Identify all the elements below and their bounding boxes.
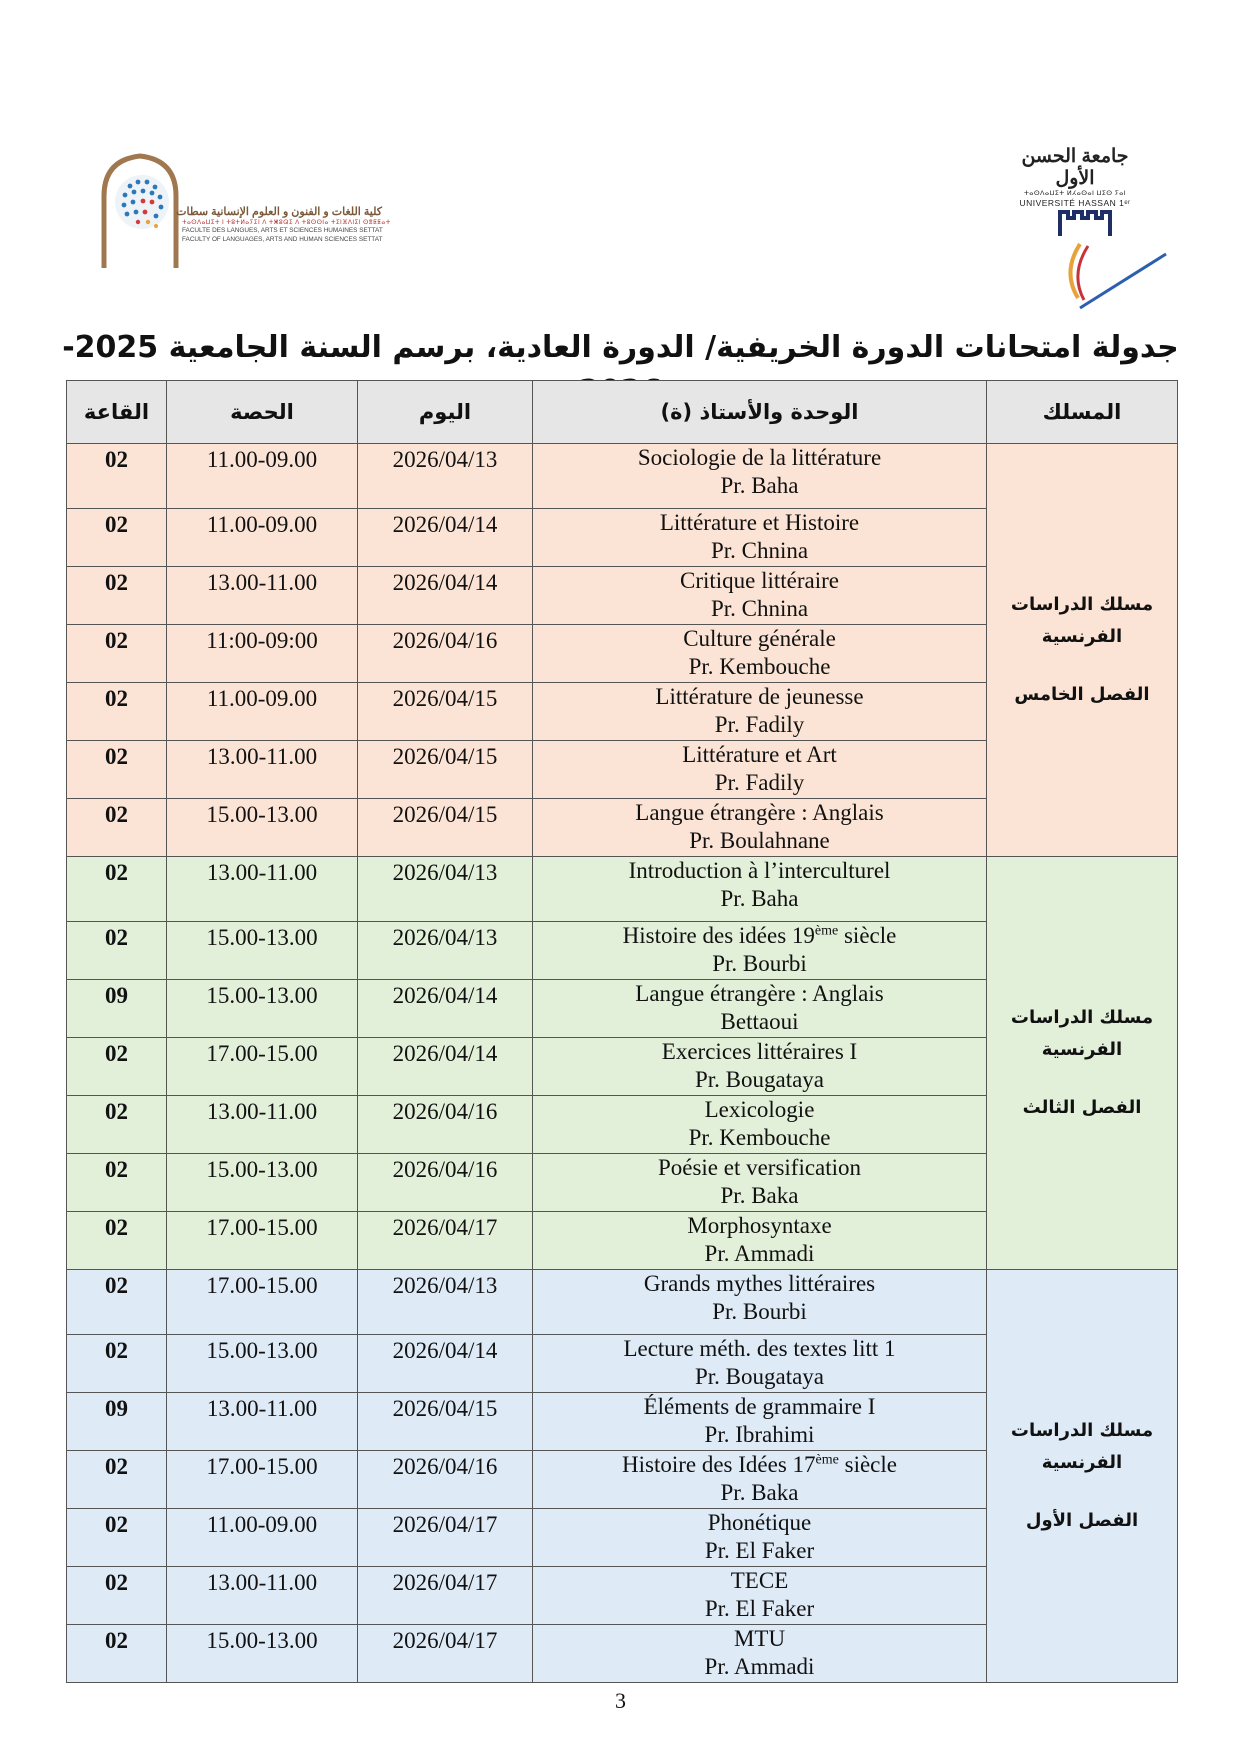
exam-day-cell: 2026/04/14 xyxy=(358,980,533,1038)
track-cell xyxy=(987,857,1178,1270)
module-name: Phonétique xyxy=(707,1510,812,1535)
professor-name: Pr. Bourbi xyxy=(712,950,807,976)
university-name-arabic: جامعة الحسن الأول xyxy=(1021,146,1129,189)
track-cell xyxy=(987,1270,1178,1683)
exam-day-cell: 2026/04/17 xyxy=(358,1625,533,1683)
room-cell: 02 xyxy=(67,444,167,509)
room-cell: 02 xyxy=(67,1154,167,1212)
session-time-cell: 11.00-09.00 xyxy=(167,683,358,741)
module-name: Histoire des Idées 17ème siècle xyxy=(622,1452,897,1477)
session-time-cell: 13.00-11.00 xyxy=(167,857,358,922)
professor-name: Pr. Chnina xyxy=(710,595,809,621)
room-cell: 02 xyxy=(67,683,167,741)
semester-label: الفصل الخامس xyxy=(1014,684,1150,705)
module-cell xyxy=(533,1451,987,1509)
exam-day-cell: 2026/04/13 xyxy=(358,1270,533,1335)
faculty-arch-icon xyxy=(98,150,182,270)
session-time-cell: 17.00-15.00 xyxy=(167,1212,358,1270)
room-cell: 02 xyxy=(67,1096,167,1154)
university-name-french: UNIVERSITÉ HASSAN 1ᵉʳ xyxy=(1019,198,1131,208)
track-cell xyxy=(987,444,1178,857)
table-row xyxy=(67,444,1178,509)
semester-label: الفصل الأول xyxy=(1025,1510,1139,1531)
page-number: 3 xyxy=(615,1688,626,1713)
exam-day-cell: 2026/04/15 xyxy=(358,741,533,799)
session-time-cell: 13.00-11.00 xyxy=(167,741,358,799)
exam-day-cell: 2026/04/13 xyxy=(358,922,533,980)
module-name: Éléments de grammaire I xyxy=(643,1394,876,1419)
session-time-cell: 11.00-09.00 xyxy=(167,509,358,567)
module-name: MTU xyxy=(733,1626,786,1651)
module-name: Lecture méth. des textes litt 1 xyxy=(623,1336,896,1361)
room-cell: 02 xyxy=(67,1625,167,1683)
exam-day-cell: 2026/04/15 xyxy=(358,1393,533,1451)
module-name: Culture générale xyxy=(683,626,836,651)
exam-day-cell: 2026/04/13 xyxy=(358,857,533,922)
exam-day-cell: 2026/04/14 xyxy=(358,1335,533,1393)
exam-day-cell: 2026/04/17 xyxy=(358,1567,533,1625)
room-cell: 02 xyxy=(67,1451,167,1509)
professor-name: Pr. Ammadi xyxy=(704,1240,815,1266)
exam-day-cell: 2026/04/16 xyxy=(358,1451,533,1509)
module-name: Sociologie de la littérature xyxy=(637,445,882,470)
session-time-cell: 13.00-11.00 xyxy=(167,1567,358,1625)
professor-name: Pr. Baka xyxy=(720,1479,799,1505)
room-cell: 02 xyxy=(67,922,167,980)
room-cell: 02 xyxy=(67,625,167,683)
session-time-cell: 13.00-11.00 xyxy=(167,567,358,625)
room-cell: 02 xyxy=(67,857,167,922)
header-module: الوحدة والأستاذ (ة) xyxy=(533,381,987,444)
session-time-cell: 13.00-11.00 xyxy=(167,1393,358,1451)
professor-name: Pr. Kembouche xyxy=(688,1124,831,1150)
university-logo xyxy=(1000,146,1170,316)
professor-name: Pr. Fadily xyxy=(714,711,805,737)
room-cell: 02 xyxy=(67,1212,167,1270)
exam-day-cell: 2026/04/14 xyxy=(358,567,533,625)
module-name: Lexicologie xyxy=(704,1097,815,1122)
header-session: الحصة xyxy=(167,381,358,444)
module-name: Poésie et versification xyxy=(657,1155,862,1180)
exam-day-cell: 2026/04/16 xyxy=(358,1096,533,1154)
session-time-cell: 15.00-13.00 xyxy=(167,1625,358,1683)
professor-name: Pr. Bourbi xyxy=(712,1298,807,1324)
module-name: Histoire des idées 19ème siècle xyxy=(622,923,897,948)
module-cell xyxy=(533,444,987,509)
professor-name: Pr. Ammadi xyxy=(704,1653,815,1679)
track-name: مسلك الدراسات xyxy=(1010,1007,1154,1028)
module-name: Exercices littéraires I xyxy=(661,1039,858,1064)
session-time-cell: 11:00-09:00 xyxy=(167,625,358,683)
module-name: Langue étrangère : Anglais xyxy=(635,800,884,825)
professor-name: Pr. El Faker xyxy=(704,1537,815,1563)
exam-day-cell: 2026/04/16 xyxy=(358,625,533,683)
module-cell xyxy=(533,1096,987,1154)
module-cell xyxy=(533,1038,987,1096)
professor-name: Pr. Bougataya xyxy=(694,1066,825,1092)
session-time-cell: 15.00-13.00 xyxy=(167,980,358,1038)
module-cell xyxy=(533,1212,987,1270)
professor-name: Pr. Chnina xyxy=(710,537,809,563)
session-time-cell: 15.00-13.00 xyxy=(167,1154,358,1212)
professor-name: Pr. Boulahnane xyxy=(689,827,830,853)
university-name-tifinagh: ⵜⴰⵙⴷⴰⵡⵉⵜ ⵍⵃⴰⵙⴰⵏ ⵡⵉⵙ ⵢⴰⵏ xyxy=(1023,190,1127,197)
semester-label: الفصل الثالث xyxy=(1022,1097,1142,1118)
session-time-cell: 13.00-11.00 xyxy=(167,1096,358,1154)
professor-name: Pr. Ibrahimi xyxy=(704,1421,815,1447)
module-name: Littérature et Art xyxy=(682,742,837,767)
module-name: TECE xyxy=(730,1568,789,1593)
module-cell xyxy=(533,857,987,922)
module-cell xyxy=(533,683,987,741)
professor-name: Pr. Baka xyxy=(720,1182,799,1208)
module-cell xyxy=(533,567,987,625)
professor-name: Pr. Fadily xyxy=(714,769,805,795)
exam-day-cell: 2026/04/14 xyxy=(358,509,533,567)
module-cell xyxy=(533,1270,987,1335)
module-name: Critique littéraire xyxy=(679,568,840,593)
session-time-cell: 15.00-13.00 xyxy=(167,799,358,857)
track-name: مسلك الدراسات xyxy=(1010,1420,1154,1441)
header-track: المسلك xyxy=(987,381,1178,444)
table-header-row xyxy=(67,381,1178,444)
exam-day-cell: 2026/04/17 xyxy=(358,1212,533,1270)
page-title: جدولة امتحانات الدورة الخريفية/ الدورة العادية، برسم السنة الجامعية 2025- xyxy=(62,330,1179,365)
faculty-name-arabic: كلية اللغات و الفنون و العلوم الإنسانية سطات xyxy=(176,206,382,218)
session-time-cell: 17.00-15.00 xyxy=(167,1038,358,1096)
exam-day-cell: 2026/04/14 xyxy=(358,1038,533,1096)
module-cell xyxy=(533,980,987,1038)
module-name: Littérature et Histoire xyxy=(659,510,860,535)
room-cell: 09 xyxy=(67,980,167,1038)
exam-day-cell: 2026/04/17 xyxy=(358,1509,533,1567)
room-cell: 02 xyxy=(67,741,167,799)
module-name: Littérature de jeunesse xyxy=(655,684,864,709)
header-room: القاعة xyxy=(67,381,167,444)
track-language: الفرنسية xyxy=(1041,1039,1123,1060)
exam-day-cell: 2026/04/16 xyxy=(358,1154,533,1212)
module-cell xyxy=(533,1509,987,1567)
room-cell: 02 xyxy=(67,1270,167,1335)
module-cell xyxy=(533,922,987,980)
module-cell xyxy=(533,1567,987,1625)
module-name: Grands mythes littéraires xyxy=(643,1271,876,1296)
module-cell xyxy=(533,625,987,683)
room-cell: 02 xyxy=(67,509,167,567)
faculty-logo xyxy=(98,150,391,270)
module-cell xyxy=(533,1335,987,1393)
session-time-cell: 17.00-15.00 xyxy=(167,1451,358,1509)
table-row xyxy=(67,1270,1178,1335)
faculty-name-tifinagh: ⵜⴰⵙⴷⴰⵡⵉⵜ ⵏ ⵜⵓⵜⵍⴰⵢⵉⵏ ⴷ ⵜⵥⵓⵕⵉ ⴷ ⵜⵓⵙⵙⵏⴰ ⵜⵉⵏⴼⴷⵏⵉⵏ ⵙⴻⵟⵟⴰⵜ xyxy=(182,220,391,226)
room-cell: 02 xyxy=(67,1335,167,1393)
professor-name: Pr. Baha xyxy=(720,472,799,498)
room-cell: 02 xyxy=(67,1038,167,1096)
professor-name: Bettaoui xyxy=(720,1008,799,1034)
module-name: Morphosyntaxe xyxy=(687,1213,832,1238)
session-time-cell: 17.00-15.00 xyxy=(167,1270,358,1335)
session-time-cell: 11.00-09.00 xyxy=(167,1509,358,1567)
module-cell xyxy=(533,1625,987,1683)
module-name: Langue étrangère : Anglais xyxy=(635,981,884,1006)
module-cell xyxy=(533,741,987,799)
university-emblem-icon xyxy=(1000,202,1170,316)
module-cell xyxy=(533,1154,987,1212)
module-cell xyxy=(533,799,987,857)
exam-schedule-table xyxy=(66,380,1178,1683)
track-name: مسلك الدراسات xyxy=(1010,594,1154,615)
track-language: الفرنسية xyxy=(1041,1452,1123,1473)
faculty-name-french: FACULTE DES LANGUES, ARTS ET SCIENCES HUMAINES SETTAT xyxy=(182,227,383,235)
exam-day-cell: 2026/04/15 xyxy=(358,799,533,857)
session-time-cell: 15.00-13.00 xyxy=(167,1335,358,1393)
professor-name: Pr. Bougataya xyxy=(694,1363,825,1389)
room-cell: 02 xyxy=(67,1567,167,1625)
module-name: Introduction à l’interculturel xyxy=(628,858,891,883)
professor-name: Pr. Baha xyxy=(720,885,799,911)
module-cell xyxy=(533,1393,987,1451)
professor-name: Pr. El Faker xyxy=(704,1595,815,1621)
exam-day-cell: 2026/04/15 xyxy=(358,683,533,741)
header-day: اليوم xyxy=(358,381,533,444)
room-cell: 02 xyxy=(67,799,167,857)
room-cell: 02 xyxy=(67,1509,167,1567)
track-language: الفرنسية xyxy=(1041,626,1123,647)
room-cell: 02 xyxy=(67,567,167,625)
faculty-name-english: FACULTY OF LANGUAGES, ARTS AND HUMAN SCIENCES SETTAT xyxy=(182,235,383,243)
exam-day-cell: 2026/04/13 xyxy=(358,444,533,509)
table-row xyxy=(67,857,1178,922)
session-time-cell: 11.00-09.00 xyxy=(167,444,358,509)
professor-name: Pr. Kembouche xyxy=(688,653,831,679)
session-time-cell: 15.00-13.00 xyxy=(167,922,358,980)
module-cell xyxy=(533,509,987,567)
room-cell: 09 xyxy=(67,1393,167,1451)
